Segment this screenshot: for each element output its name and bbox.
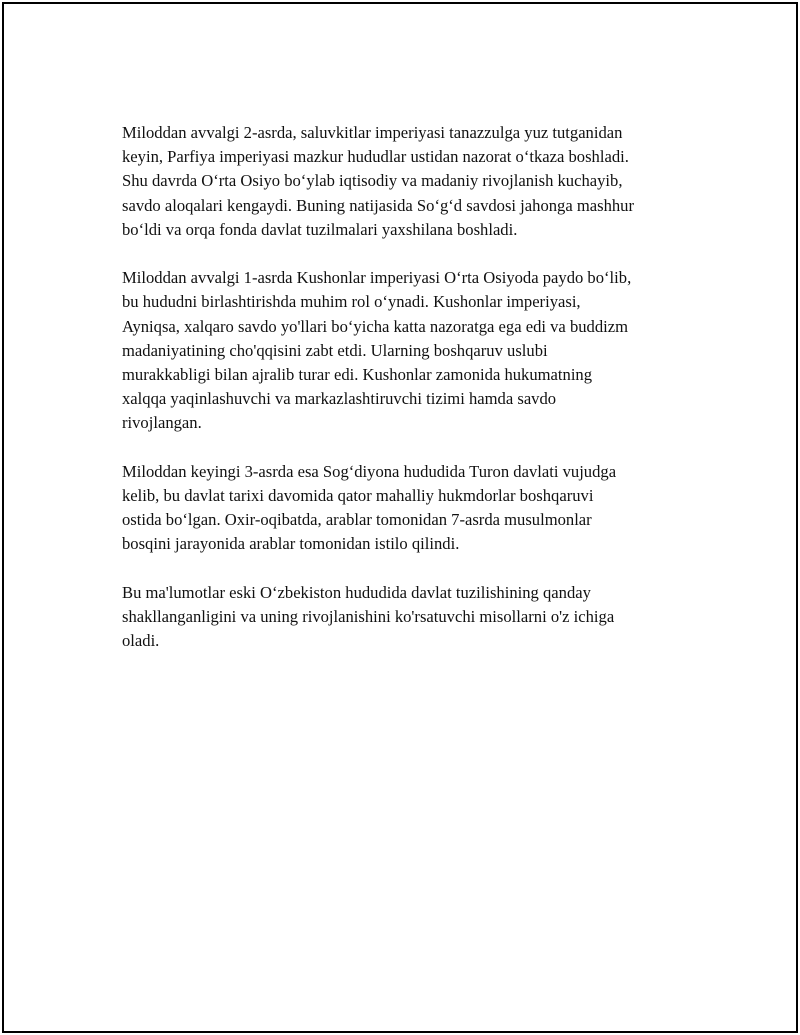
document-body (122, 121, 682, 678)
page-border (2, 2, 798, 1033)
paragraph-turan-state: Miloddan keyingi 3-asrda esa Sog‘diyona hududida Turon davlati vujudga kelib, bu davlat tarixi davomida qator mahalliy hukmdorlar boshqaruvi ostida bo‘lgan. Oxir-oqibatda, arablar tomonidan 7-asrda musulmonlar bosqini jarayonida arablar tomonidan istilo qilindi. (122, 461, 617, 554)
paragraph-kushan-empire: Miloddan avvalgi 1-asrda Kushonlar imperiyasi O‘rta Osiyoda paydo bo‘lib, bu hududni birlashtirishda muhim rol o‘ynadi. Kushonlar imperiyasi, Ayniqsa, xalqaro savdo yo'llari bo‘yicha katta nazoratga ega edi va buddizm madaniyatining cho'qqisini zabt etdi. Ularning boshqaruv uslubi murakkabligi bilan ajralib turar edi. Kushonlar zamonida hukumatning xalqqa yaqinlashuvchi va markazlashtiruvchi tizimi hamda savdo rivojlangan. (122, 268, 632, 433)
paragraph-conclusion: Bu ma'lumotlar eski O‘zbekiston hududida davlat tuzilishining qanday shakllanganligini va uning rivojlanishini ko'rsatuvchi misollarni o'z ichiga oladi. (122, 582, 615, 651)
paragraph-parthian-empire: Miloddan avvalgi 2-asrda, saluvkitlar imperiyasi tanazzulga yuz tutganidan keyin, Parfiya imperiyasi mazkur hududlar ustidan nazorat o‘tkaza boshladi. Shu davrda O‘rta Osiyo bo‘ylab iqtisodiy va madaniy rivojlanish kuchayib, savdo aloqalari kengaydi. Buning natijasida So‘g‘d savdosi jahonga mashhur bo‘ldi va orqa fonda davlat tuzilmalari yaxshilana boshladi. (122, 123, 634, 239)
